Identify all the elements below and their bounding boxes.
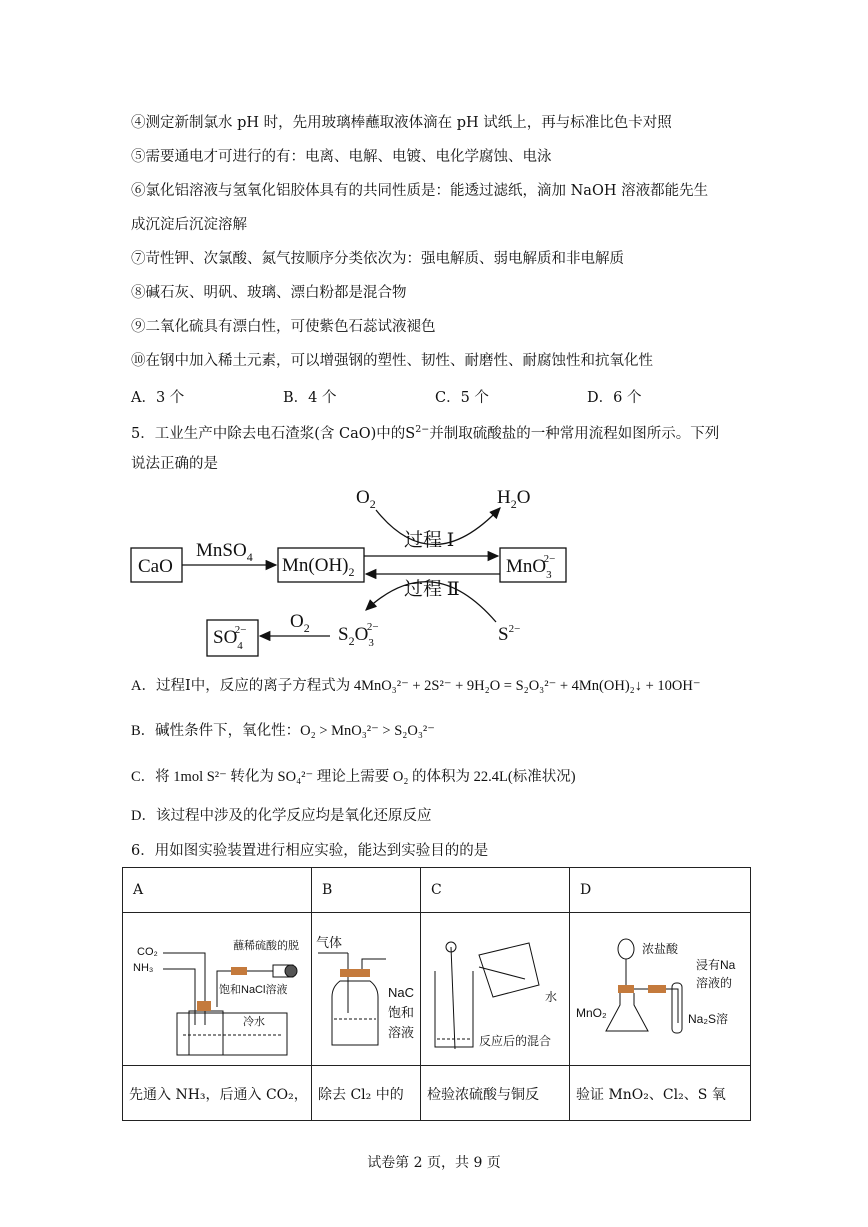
svg-text:蘸稀硫酸的脱: 蘸稀硫酸的脱 <box>233 940 299 952</box>
purpose-d: 验证 MnO₂、Cl₂、S 氧 <box>570 1066 751 1121</box>
svg-text:溶液的: 溶液的 <box>696 976 733 990</box>
q5-option-d: D．该过程中涉及的化学反应均是氧化还原反应 <box>131 808 432 824</box>
purpose-a: 先通入 NH₃，后通入 CO₂， <box>123 1066 312 1121</box>
apparatus-row <box>123 913 751 1066</box>
svg-text:浓盐酸: 浓盐酸 <box>642 942 679 956</box>
q5-option-b: B．碱性条件下，氧化性：O₂ > MnO₃²⁻ > S₂O₃²⁻ <box>131 723 435 739</box>
o2-bottom-label: $O_2$ <box>290 611 310 635</box>
svg-text:冷水: 冷水 <box>243 1016 265 1028</box>
purpose-row <box>123 1066 751 1121</box>
svg-text:CO₂: CO₂ <box>137 946 158 958</box>
svg-text:气体: 气体 <box>316 935 343 950</box>
process1-label: 过程 Ⅰ <box>404 530 455 551</box>
item-10: ⑩在钢中加入稀土元素，可以增强钢的塑性、韧性、耐磨性、耐腐蚀性和抗氧化性 <box>131 353 653 369</box>
svg-text:反应后的混合: 反应后的混合 <box>479 1034 552 1048</box>
header-a: A <box>123 868 312 913</box>
mnso4-label: MnSO$_4$ <box>196 540 253 564</box>
apparatus-a-drawing <box>123 913 311 1061</box>
header-b: B <box>312 868 421 913</box>
apparatus-table <box>122 867 751 1121</box>
svg-text:NH₃: NH₃ <box>133 962 154 974</box>
purpose-c: 检验浓硫酸与铜反 <box>421 1066 570 1121</box>
svg-text:浸有Na: 浸有Na <box>696 958 736 972</box>
o2-top-label: $O_2$ <box>356 487 376 511</box>
q4-option-a: A．3 个 <box>131 390 185 406</box>
q5-stem: 5．工业生产中除去电石渣浆(含 CaO)中的$S^{2-}$并制取硫酸盐的一种常用流程如图所示。下列 <box>131 424 720 442</box>
item-8: ⑧碱石灰、明矾、玻璃、漂白粉都是混合物 <box>131 285 407 301</box>
process2-label: 过程 Ⅱ <box>404 579 460 600</box>
svg-text:Na₂S溶: Na₂S溶 <box>688 1012 729 1026</box>
q5-option-c: C．将 1mol S²⁻ 转化为 SO₄²⁻ 理论上需要 O₂ 的体积为 22.4L(标准状况) <box>131 769 576 785</box>
h2o-label: $H_2O$ <box>497 487 531 511</box>
mno3-label: MnO$_3$2− <box>506 553 556 581</box>
item-4: ④测定新制氯水 pH 时，先用玻璃棒蘸取液体滴在 pH 试纸上，再与标准比色卡对照 <box>131 115 672 131</box>
q5-stem-line2: 说法正确的是 <box>131 456 218 472</box>
item-6-cont: 成沉淀后沉淀溶解 <box>131 217 247 233</box>
apparatus-b <box>312 913 421 1066</box>
item-7: ⑦苛性钾、次氯酸、氮气按顺序分类依次为：强电解质、弱电解质和非电解质 <box>131 251 624 267</box>
q4-option-c: C．5 个 <box>435 390 489 406</box>
header-c: C <box>421 868 570 913</box>
apparatus-d-drawing <box>570 913 750 1061</box>
header-d: D <box>570 868 751 913</box>
s2-ion: $S^{2-}$ <box>405 424 430 442</box>
s-ion-label: $S^{2-}$ <box>498 623 521 645</box>
svg-text:水: 水 <box>545 990 558 1004</box>
apparatus-b-drawing <box>312 913 420 1061</box>
apparatus-c <box>421 913 570 1066</box>
svg-text:饱和: 饱和 <box>388 1005 415 1020</box>
apparatus-c-drawing <box>421 913 569 1061</box>
item-6: ⑥氯化铝溶液与氢氧化铝胶体具有的共同性质是：能透过滤纸，滴加 NaOH 溶液都能先生 <box>131 183 709 199</box>
page-footer: 试卷第 2 页，共 9 页 <box>367 1155 501 1171</box>
item-5: ⑤需要通电才可进行的有：电离、电解、电镀、电化学腐蚀、电泳 <box>131 149 552 165</box>
s2o3-label: $S_2O_32-$ <box>338 621 379 649</box>
apparatus-a <box>123 913 312 1066</box>
table-header-row <box>123 868 751 913</box>
q5-option-a: A．过程Ⅰ中，反应的离子方程式为 4MnO₃²⁻ + 2S²⁻ + 9H₂O = S₂O₃²⁻ + 4Mn(OH)₂↓ + 10OH⁻ <box>131 678 701 694</box>
apparatus-d <box>570 913 751 1066</box>
q4-option-d: D．6 个 <box>587 390 642 406</box>
svg-text:NaC: NaC <box>388 985 415 1000</box>
svg-text:MnO₂: MnO₂ <box>576 1006 607 1020</box>
item-9: ⑨二氧化硫具有漂白性，可使紫色石蕊试液褪色 <box>131 319 436 335</box>
q6-stem: 6．用如图实验装置进行相应实验，能达到实验目的的是 <box>131 843 489 859</box>
so4-label: $SO_42-$ <box>213 624 247 652</box>
cao-label: CaO <box>138 556 173 577</box>
mnoh2-label: $Mn(OH)_2$ <box>282 555 355 579</box>
svg-text:溶液: 溶液 <box>388 1025 415 1040</box>
svg-text:饱和NaCl溶液: 饱和NaCl溶液 <box>219 984 288 996</box>
q4-option-b: B．4 个 <box>283 390 337 406</box>
purpose-b: 除去 Cl₂ 中的 <box>312 1066 421 1121</box>
